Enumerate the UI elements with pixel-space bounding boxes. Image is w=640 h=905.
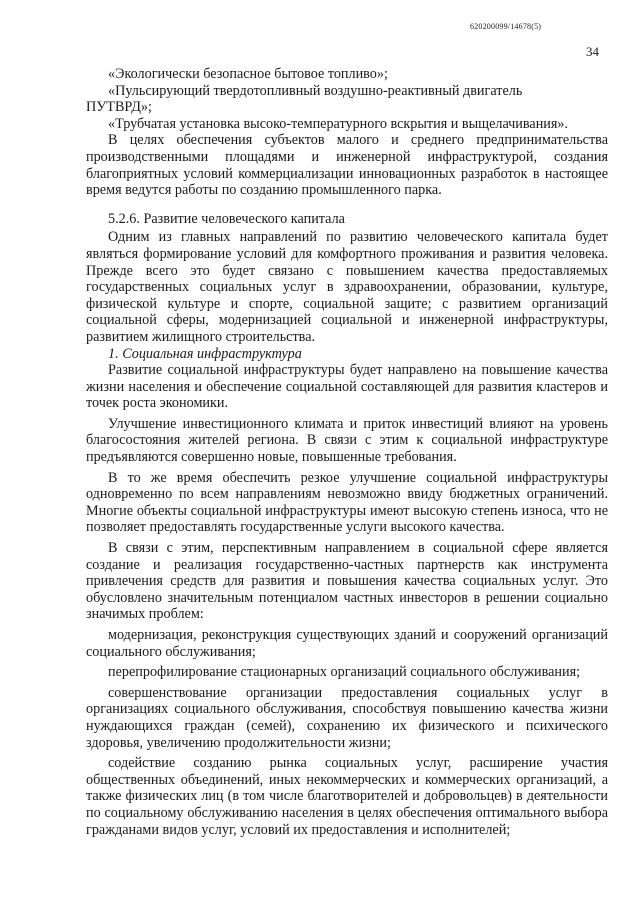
paragraph: В то же время обеспечить резкое улучшение социальной инфраструктуры одновременно по всем направлениям невозможно ввиду бюджетных ограничений. Многие объекты социальной инфраструктуры имеют высокую степень износа, что не позволяет предоставлять государственные услуги высокого качества. <box>86 469 608 536</box>
list-item: содействие созданию рынка социальных услуг, расширение участия общественных объединений, иных некоммерческих и коммерческих организаций, а также физических лиц (в том числе благотворителей и добровольцев) в деятельности по социальному обслуживанию населения в целях обеспечения оптимального выбора гражданами видов услуг, условий их предоставления и исполнителей; <box>86 755 608 838</box>
list-item-continuation: ПУТВРД»; <box>86 99 152 116</box>
list-item: модернизация, реконструкция существующих зданий и сооружений организаций социального обслуживания; <box>86 627 608 660</box>
intro-paragraph: В целях обеспечения субъектов малого и среднего предпринимательства производственными площадями и инженерной инфраструктурой, создания благоприятных условий коммерциализации инновационных разработок в настоящее время ведутся работы по созданию промышленного парка. <box>86 132 608 199</box>
document-code: 620200099/14678(5) <box>470 22 542 31</box>
paragraph: Одним из главных направлений по развитию человеческого капитала будет являться формирование условий для комфортного проживания и развития человека. Прежде всего это будет связано с повышением качества предоставляемых государственных социальных услуг в здравоохранении, образовании, культуре, физической культуре и спорте, социальной защите; с развитием организаций социальной сферы, модернизацией социальной и инженерной инфраструктуры, развитием жилищного строительства. <box>86 229 608 345</box>
paragraph: Улучшение инвестиционного климата и приток инвестиций влияют на уровень благосостояния жителей региона. В связи с этим к социальной инфраструктуре предъявляются совершенно новые, повышенные требования. <box>86 415 608 466</box>
list-item: «Пульсирующий твердотопливный воздушно-реактивный двигатель <box>108 82 523 99</box>
page-body <box>86 66 608 838</box>
list-item: совершенствование организации предоставления социальных услуг в организациях социального обслуживания, способствуя повышению качества жизни нуждающихся граждан (семей), сохранению их физического и психического здоровья, увеличению продолжительности жизни; <box>86 684 608 751</box>
page-number: 34 <box>586 44 599 59</box>
list-item: перепрофилирование стационарных организаций социального обслуживания; <box>108 664 581 681</box>
list-item: «Экологически безопасное бытовое топливо»; <box>108 66 388 82</box>
paragraph: Развитие социальной инфраструктуры будет направлено на повышение качества жизни населения и обеспечение социальной составляющей для развития кластеров и точек роста экономики. <box>86 362 608 412</box>
section-heading: 5.2.6. Развитие человеческого капитала <box>108 210 345 227</box>
subsection-heading: 1. Социальная инфраструктура <box>108 345 302 362</box>
paragraph: В связи с этим, перспективным направлением в социальной сфере является создание и реализация государственно-частных партнерств как инструмента привлечения средств для развития и повышения качества социальных услуг. Это обусловлено значительным потенциалом частных инвесторов в решении социально значимых проблем: <box>86 540 608 623</box>
list-item: «Трубчатая установка высоко-температурного вскрытия и выщелачивания». <box>108 115 569 132</box>
